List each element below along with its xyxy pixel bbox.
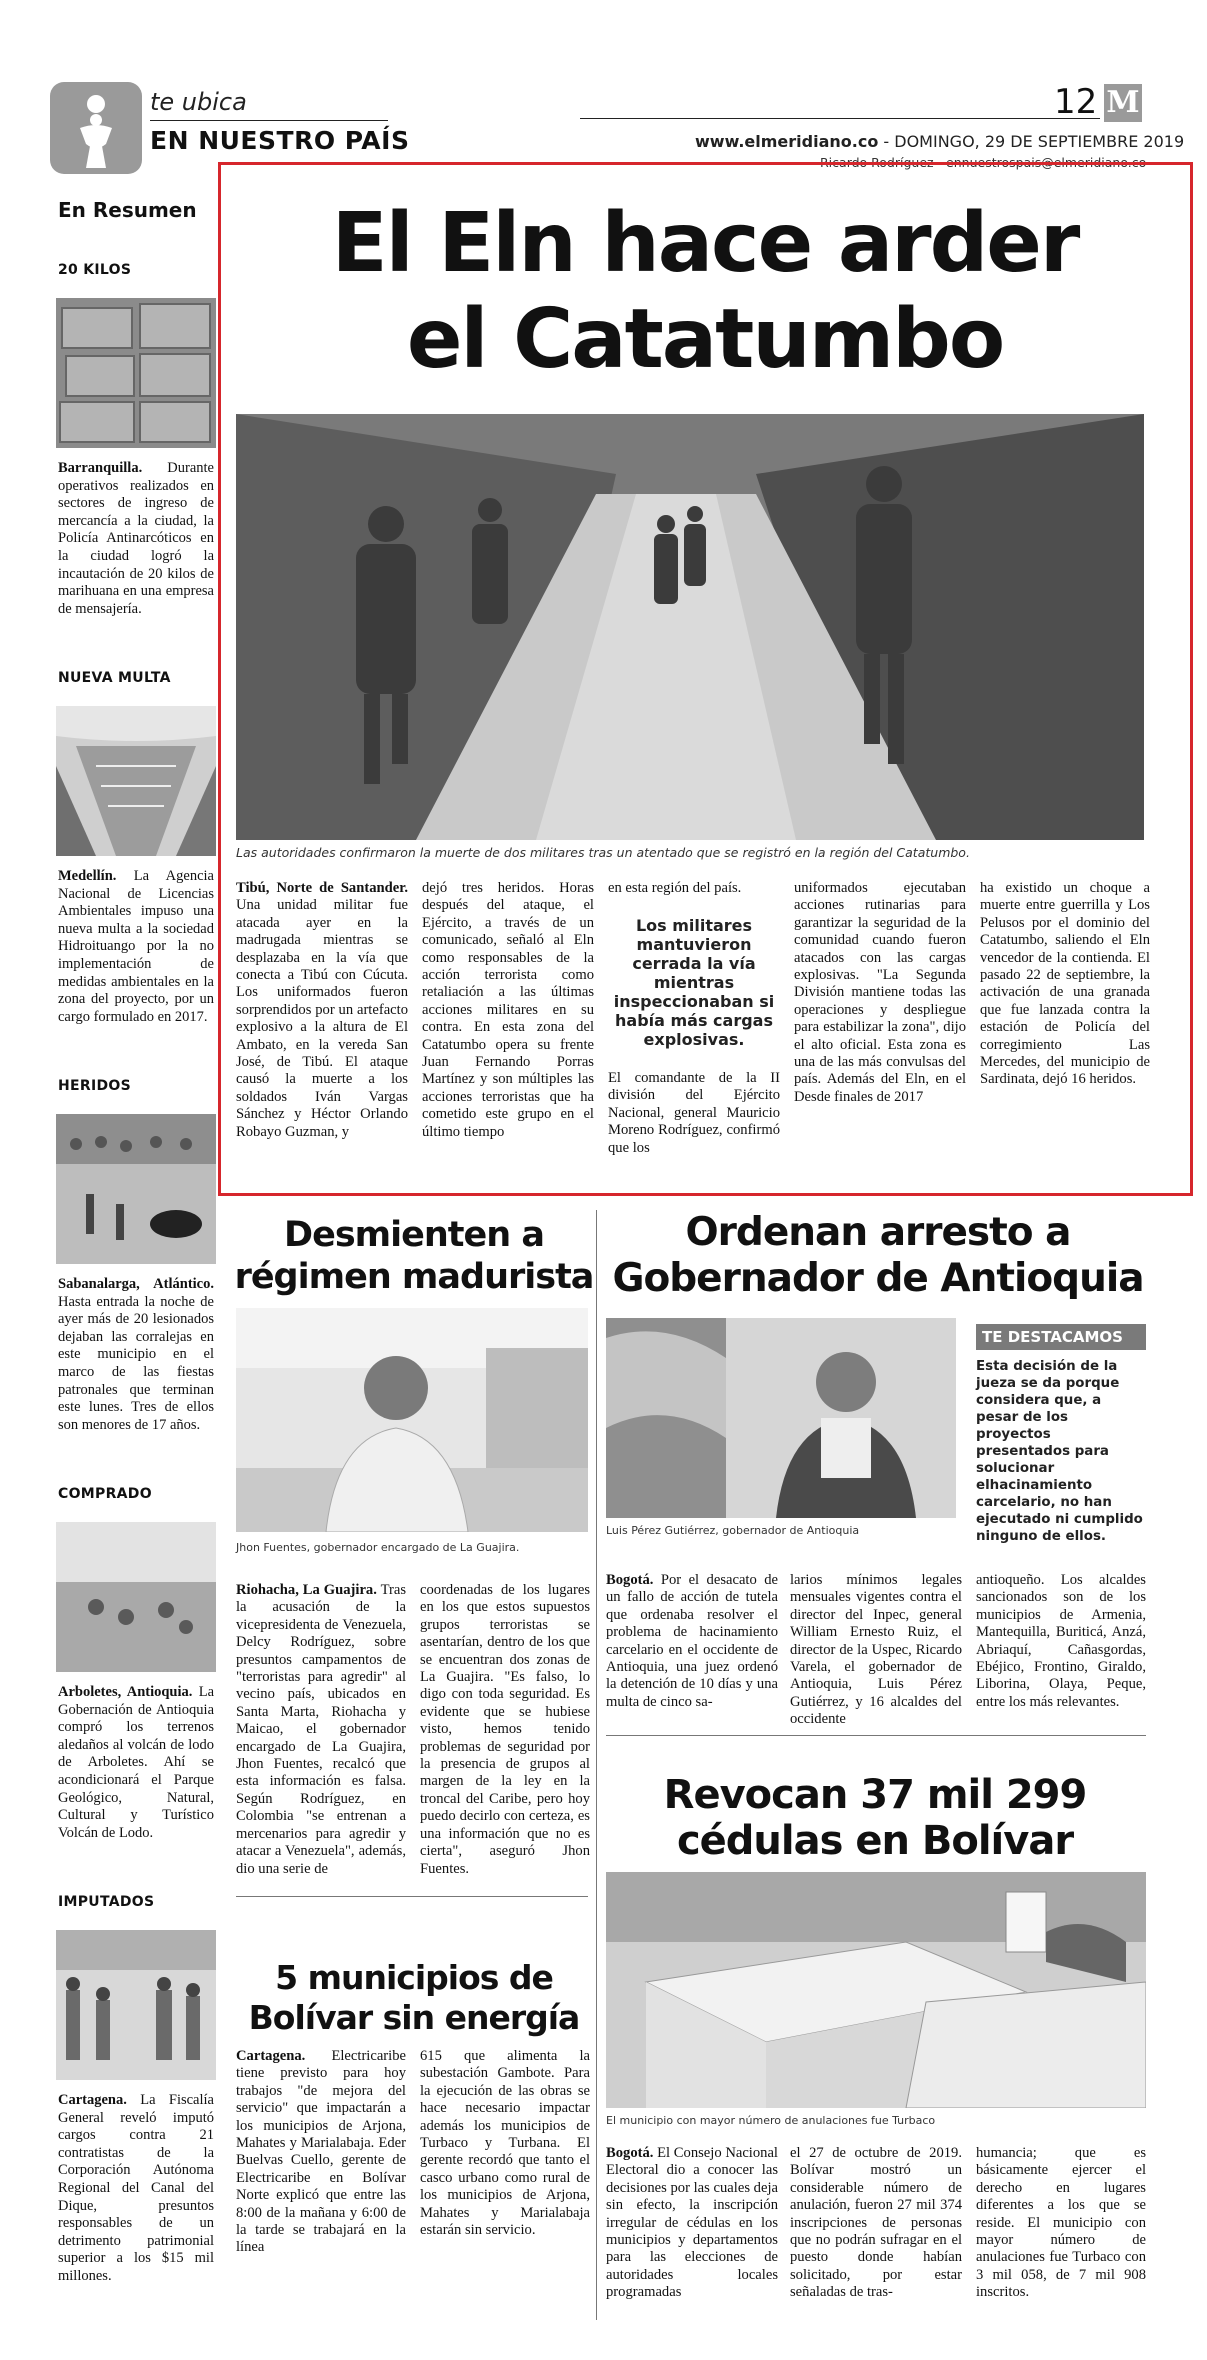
divider-right-lower — [606, 1735, 1146, 1736]
section-logo — [50, 82, 142, 174]
desmienten-caption: Jhon Fuentes, gobernador encargado de La Guajira. — [236, 1541, 520, 1554]
main-col-3-bottom: El comandante de la II división del Ejército Nacional, general Mauricio Moreno Rodríguez, confirmó que los — [608, 1070, 780, 1156]
sidebar-photo-marijuana — [56, 298, 216, 448]
ordenan-col-1-lead: Bogotá. — [606, 1572, 654, 1588]
main-col-3-top: en esta región del país. — [608, 880, 742, 896]
ordenan-caption: Luis Pérez Gutiérrez, gobernador de Antioquia — [606, 1524, 860, 1537]
header-rule-left — [150, 120, 388, 121]
sidebar-item-lead: Medellín. — [58, 868, 117, 884]
main-headline-line1: El Eln hace arder — [331, 196, 1079, 291]
sidebar-item-body: La Gobernación de Antioquia compró los terrenos aledaños al volcán de lodo de Arboletes. Ahí se acondicionará el Parque Geológico, Natural, Cultural y Turístico Volcán de Lodo. — [58, 1684, 215, 1841]
desmienten-col-1-body: Tras la acusación de la vicepresidenta de Venezuela, Delcy Rodríguez, sobre presuntos campamentos de "terroristas para agredir" al vecino país, ubicados en Santa Marta, Riohacha y Maicao, el gobernador encargado de La Guajira, Jhon Fuentes, recalcó que esta información es falsa. Según Rodríguez, en Colombia "se entrenan a mercenarios para agredir y atacar a Venezuela", además, dio una serie de — [236, 1582, 406, 1877]
sidebar-item-lead: Arboletes, Antioquia. — [58, 1684, 193, 1700]
revocan-photo — [606, 1872, 1146, 2108]
sidebar-photo-dam — [56, 706, 216, 856]
section-title: EN NUESTRO PAÍS — [150, 126, 410, 155]
revocan-headline: Revocan 37 mil 299 cédulas en Bolívar — [663, 1772, 1087, 1864]
main-col-1-body: Una unidad militar fue atacada ayer en la madrugada mientras se desplazaba en la vía que conecta a Tibú con Cúcuta. Los uniformados fueron sorprendidos por un artefacto explosivo a la altura de El Ambato, en la vereda San José, de Tibú. El ataque causó la muerte a los soldados Iván Vargas Sánchez y Héctor Orlando Robayo Guzman, y — [236, 897, 408, 1140]
main-photo-caption: Las autoridades confirmaron la muerte de dos militares tras un atentado que se registró en la región del Catatumbo. — [236, 845, 970, 860]
te-destacamos-text: Esta decisión de la jueza se da porque considera que, a pesar de los proyectos presentados para solucionar elhacinamiento carcelario, no han ejecutado ni cumplido ninguno de ellos. — [976, 1359, 1143, 1544]
municipios-col-1 — [236, 2048, 406, 2257]
desmienten-col-1-lead: Riohacha, La Guajira. — [236, 1582, 377, 1598]
sidebar-heading: 20 KILOS — [58, 262, 132, 278]
sidebar-photo-mud-volcano — [56, 1522, 216, 1672]
sidebar-item-body: La Agencia Nacional de Licencias Ambientales impuso una nueva multa a la sociedad Hidroituango por la no implementación de medidas ambientales en la zona del proyecto, por un cargo formulado en 2017. — [58, 868, 214, 1025]
desmienten-col-2: coordenadas de los lugares en los que estos supuestos grupos terroristas se asentarían, dentro de los que se encuentran dos zonas de La Guajira. "Es falso, lo digo con toda seguridad. Es evidente que se hubiese visto, hemos tenido problemas de seguridad por la presencia de grupos al margen de la ley en la troncal del Caribe, pero hoy puedo decirlo con certeza, es una información que no es cierta", aseguró Jhon Fuentes. — [420, 1582, 590, 1877]
sidebar-heading: HERIDOS — [58, 1078, 131, 1094]
revocan-col-1-body: El Consejo Nacional Electoral dio a conocer las decisiones por las cuales deja sin efecto, la inscripción irregular de cédulas en los municipios y departamentos para las elecciones de autoridades locales programadas — [606, 2145, 778, 2301]
header-rule-right — [580, 118, 1100, 119]
sidebar-item-lead: Cartagena. — [58, 2092, 127, 2108]
municipios-col-1-body: Electricaribe tiene previsto para hoy trabajos "de mejora del servicio" que impactarán a los municipios de Arjona, Mahates y Marialabaja. Eder Buelvas Cuello, gerente de Electricaribe en Bolívar Norte explicó que entre las 8:00 de la mañana y 6:00 de la tarde se trabajará en la línea — [236, 2048, 406, 2256]
main-photo-soldiers — [236, 414, 1144, 840]
sidebar-item-text — [58, 1684, 214, 1842]
ordenan-headline: Ordenan arresto a Gobernador de Antioquia — [612, 1210, 1144, 1301]
revocan-caption: El municipio con mayor número de anulaciones fue Turbaco — [606, 2114, 936, 2127]
municipios-headline: 5 municipios de Bolívar sin energía — [248, 1958, 580, 2037]
newspaper-logo — [1104, 84, 1142, 122]
main-headline-line2: el Catatumbo — [406, 292, 1004, 387]
page-number: 12 — [1054, 82, 1098, 122]
te-destacamos-title: TE DESTACAMOS — [976, 1324, 1146, 1350]
desmienten-col-1 — [236, 1582, 406, 1878]
desmienten-headline: Desmienten a régimen madurista — [234, 1215, 594, 1297]
main-col-1 — [236, 880, 408, 1141]
sidebar — [48, 180, 220, 2320]
sidebar-photo-canal — [56, 1930, 216, 2080]
divider-left-lower — [236, 1896, 588, 1897]
te-destacamos-box — [976, 1324, 1146, 1545]
sidebar-heading: NUEVA MULTA — [58, 670, 171, 686]
sidebar-heading: IMPUTADOS — [58, 1894, 155, 1910]
municipios-col-1-lead: Cartagena. — [236, 2048, 306, 2064]
dateline — [695, 132, 1184, 151]
divider-vertical — [596, 1210, 597, 2320]
main-col-1-lead: Tibú, Norte de Santander. — [236, 880, 408, 896]
sidebar-title: En Resumen — [58, 198, 197, 222]
sidebar-item-body: La Fiscalía General reveló imputó cargos contra 21 contratistas de la Corporación Autónoma Regional del Canal del Dique, presuntos responsables de un detrimento patrimonial superior a los $15 mil millones. — [58, 2092, 214, 2284]
main-headline — [230, 196, 1180, 388]
section-kicker: te ubica — [150, 88, 247, 116]
main-col-4: uniformados ejecutaban acciones rutinarias para garantizar la seguridad de la comunidad cuando fueron atacados con las cargas explosivas. "La Segunda División mantiene todas las operaciones y despliegue para estabilizar la zona", dijo el alto oficial. Esta zona es una de las más convulsas del país. Además del Eln, en el Desde finales de 2017 — [794, 880, 966, 1105]
ordenan-col-1 — [606, 1572, 778, 1711]
sidebar-item-lead: Barranquilla. — [58, 460, 143, 476]
desmienten-photo — [236, 1308, 588, 1532]
ordenan-col-2: larios mínimos legales mensuales vigentes contra el director del Inpec, general William Ernesto Ruiz, el director de la Uspec, Ricardo Varela, el gobernador de Antioquia, Luis Pérez Gutiérrez, y 16 alcaldes del occidente — [790, 1572, 962, 1728]
website-link[interactable]: www.elmeridiano.co — [695, 132, 879, 151]
figure-icon — [50, 82, 142, 174]
main-col-2: dejó tres heridos. Horas después del ataque, el Ejército, a través de un comunicado, señaló al Eln como responsables de la acción terrorista como retaliación a las últimas acciones militares en su contra. En esta zona del Catatumbo opera su frente Juan Fernando Porras Martínez y son múltiples las acciones terroristas que ha cometido este grupo en el último tiempo — [422, 880, 594, 1140]
main-pullquote: Los militares mantuvieron cerrada la vía mientras inspeccionaban si había más cargas explosivas. — [613, 916, 775, 1049]
revocan-col-1-lead: Bogotá. — [606, 2145, 654, 2161]
sidebar-item-body: Hasta entrada la noche de ayer más de 20 lesionados dejaban las corralejas en este municipio en el marco de las fiestas patronales que terminan este lunes. Tres de ellos son menores de 17 años. — [58, 1293, 214, 1433]
sidebar-item-text — [58, 2092, 214, 2286]
revocan-col-3: humancia; que es básicamente ejercer el derecho en lugares diferentes a los que se reside. El municipio con mayor número de anulaciones fue Turbaco con 3 mil 058, de 7 mil 908 inscritos. — [976, 2145, 1146, 2301]
main-col-5: ha existido un choque a muerte entre guerrilla y Los Pelusos por el dominio del Catatumbo, saliendo el Eln vencedor de la contienda. El pasado 22 de septiembre, la activación de una granada que fue lanzada contra la estación de Policía del corregimiento Las Mercedes, del municipio de Sardinata, dejó 16 heridos. — [980, 880, 1150, 1088]
sidebar-heading: COMPRADO — [58, 1486, 152, 1502]
ordenan-col-3: antioqueño. Los alcaldes sancionados son de los municipios de Armenia, Mantequilla, Buriticá, Anzá, Abriaquí, Cañasgordas, Ebéjico, Frontino, Giraldo, Liborina, Olaya, Peque, entre los más relevantes. — [976, 1572, 1146, 1710]
sidebar-item-text — [58, 868, 214, 1026]
revocan-col-2: el 27 de octubre de 2019. Bolívar mostró un considerable número de anulación, fueron 27 mil 374 inscripciones de personas que no podrán sufragar en el puesto donde habían solicitado, por estar señaladas de tras- — [790, 2145, 962, 2301]
sidebar-item-lead: Sabanalarga, Atlántico. — [58, 1276, 214, 1292]
sidebar-item-body: Durante operativos realizados en sectores de ingreso de mercancía a la ciudad, la Policía Antinarcóticos en la ciudad logró la incautación de 20 kilos de marihuana en una empresa de mensajería. — [58, 460, 214, 617]
sidebar-item-text — [58, 1276, 214, 1434]
logo-letter: M — [1106, 85, 1140, 120]
byline: Ricardo Rodríguez - ennuestrospais@elmeridiano.co — [820, 155, 1147, 170]
municipios-col-2: 615 que alimenta la subestación Gambote. Para la ejecución de las obras se hace necesario impactar además los municipios de Turbaco y Turbana. El gerente recordó que tanto el casco urbano como rural de los municipios de Arjona, Mahates y Marialabaja estarán sin servicio. — [420, 2048, 590, 2239]
ordenan-photo — [606, 1318, 956, 1518]
revocan-col-1 — [606, 2145, 778, 2302]
sidebar-photo-bullfight — [56, 1114, 216, 1264]
sidebar-item-text — [58, 460, 214, 618]
date-text: - DOMINGO, 29 DE SEPTIEMBRE 2019 — [878, 132, 1185, 151]
ordenan-col-1-body: Por el desacato de un fallo de acción de tutela que ordenaba resolver el problema de hacinamiento carcelario en el occidente de Antioquia, una juez ordenó la detención de 10 días y una multa de cinco sa- — [606, 1572, 778, 1710]
